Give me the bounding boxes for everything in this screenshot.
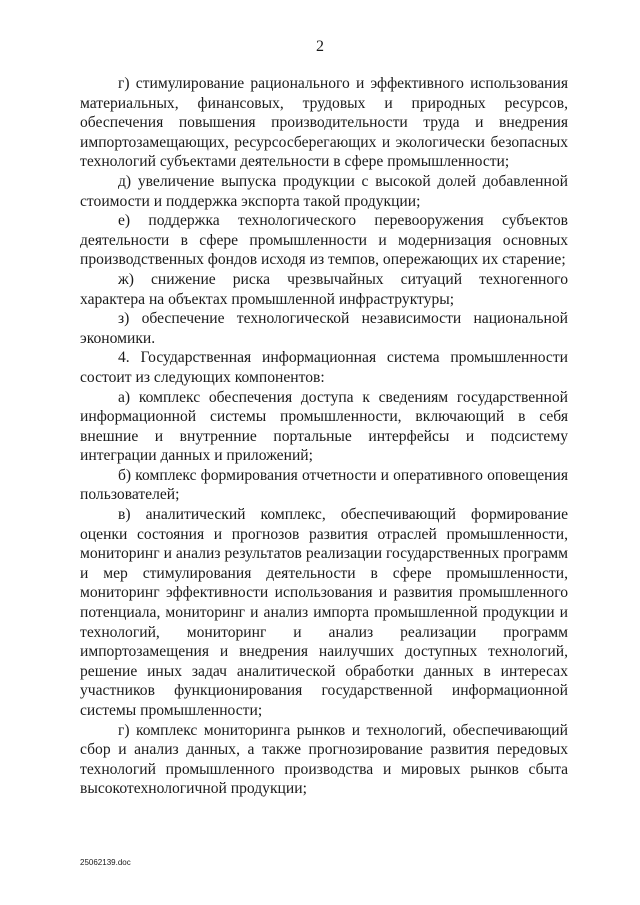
paragraph-zh-risk-reduction: ж) снижение риска чрезвычайных ситуаций техногенного характера на объектах промышленной инфраструктуры; (80, 270, 568, 308)
paragraph-v-analytic-complex: в) аналитический комплекс, обеспечивающий формирование оценки состояния и прогнозов развития отраслей промышленности, мониторинг и анализ результатов реализации государственных программ и мер стимулирования деятельности в сфере промышленности, мониторинг эффективности использования и развития промышленного потенциала, мониторинг и анализ импорта промышленной продукции и технологий, мониторинг и анализ реализации программ импортозамещения и внедрения наилучших доступных технологий, решение иных задач аналитической обработки данных в интересах участников функционирования государственной информационной системы промышленности; (80, 506, 568, 719)
paragraph-g-stimulation: г) стимулирование рационального и эффективного использования материальных, финансовых, трудовых и природных ресурсов, обеспечения повышения производительности труда и внедрения импортозамещающих, ресурсосберегающих и экологически безопасных технологий субъектами деятельности в сфере промышленности; (80, 75, 568, 171)
paragraph-4-system-components: 4. Государственная информационная система промышленности состоит из следующих компонентов: (80, 349, 568, 386)
paragraph-b-reporting-complex: б) комплекс формирования отчетности и оперативного оповещения пользователей; (80, 466, 568, 504)
document-file-code: 25062139.doc (80, 858, 131, 867)
page-number: 2 (316, 38, 324, 55)
paragraph-d-output-increase: д) увеличение выпуска продукции с высокой долей добавленной стоимости и поддержка экспорта такой продукции; (80, 172, 568, 210)
paragraph-a-access-complex: а) комплекс обеспечения доступа к сведениям государственной информационной системы промышленности, включающий в себя внешние и внутренние портальные интерфейсы и подсистему интеграции данных и приложений; (80, 388, 568, 465)
paragraph-e-reequipment-support: е) поддержка технологического перевооружения субъектов деятельности в сфере промышленности и модернизация основных производственных фондов исходя из темпов, опережающих их старение; (80, 212, 568, 269)
paragraph-z-tech-independence: з) обеспечение технологической независимости национальной экономики. (80, 310, 568, 347)
paragraph-g-market-monitoring: г) комплекс мониторинга рынков и технологий, обеспечивающий сбор и анализ данных, а также прогнозирование развития передовых технологий промышленного производства и мировых рынков сбыта высокотехнологичной продукции; (80, 721, 568, 798)
document-body (80, 74, 568, 799)
